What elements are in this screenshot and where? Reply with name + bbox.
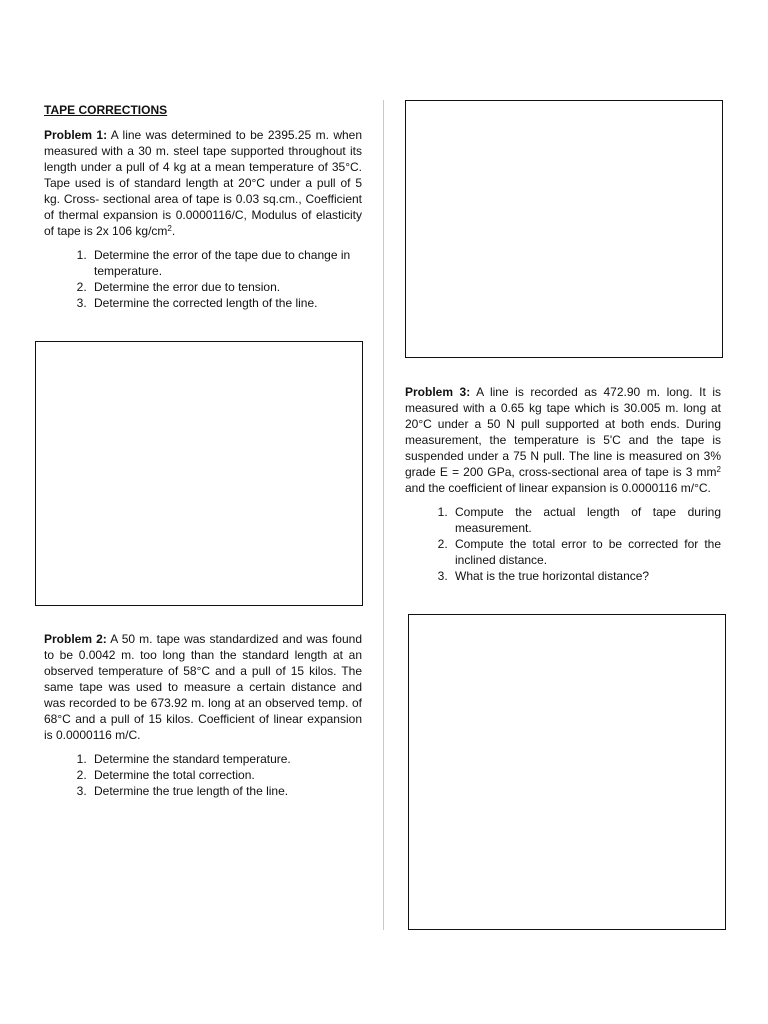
problem-1 [44,127,362,311]
problem-3-tail: and the coefficient of linear expansion is 0.0000116 m/°C. [405,481,711,495]
problem-2 [44,631,362,799]
problem-1-text: A line was determined to be 2395.25 m. when measured with a 30 m. steel tape supported throughout its length under a pull of 4 kg at a mean temperature of 35°C. Tape used is of standard length at 20°C under a pull of 5 kg. Cross- sectional area of tape is 0.03 sq.cm., Coefficient of thermal expansion is 0.0000116/C, Modulus of elasticity of tape is 2x 106 kg/cm [44,128,363,238]
list-item: 2. Determine the total correction. [90,767,362,783]
problem-3-label: Problem 3: [405,385,471,399]
problem-2-statement [44,631,362,743]
answer-box-3[interactable] [408,614,726,930]
list-item: 3. Determine the true length of the line. [90,783,362,799]
list-item: 2. Determine the error due to tension. [90,279,362,295]
list-item: 2. Compute the total error to be corrected for the inclined distance. [451,536,721,568]
problem-2-questions [44,751,362,799]
problem-3 [405,384,721,584]
problem-1-questions [44,247,362,311]
problem-3-text: A line is recorded as 472.90 m. long. It is measured with a 0.65 kg tape which is 30.005 m. long at 20°C under a 50 N pull supported at both ends. During measurement, the temperature is 5'C and the tape is suspended under a 75 N pull. The line is measured on 3% grade E = 200 GPa, cross-sectional area of tape is 3 mm [405,385,721,479]
answer-box-2[interactable] [405,100,723,358]
problem-1-label: Problem 1: [44,128,108,142]
problem-1-sup: 2 [167,224,172,233]
problem-3-statement [405,384,721,496]
problem-3-sup: 2 [716,465,721,474]
problem-1-tail: . [171,224,176,238]
answer-box-1[interactable] [35,341,363,606]
list-item: 1. Compute the actual length of tape during measurement. [451,504,721,536]
problem-3-questions [405,504,721,584]
list-item: 3. Determine the corrected length of the line. [90,295,362,311]
page-title: TAPE CORRECTIONS [44,103,168,117]
list-item: 3. What is the true horizontal distance? [451,568,721,584]
column-divider [383,100,384,930]
list-item: 1. Determine the standard temperature. [90,751,362,767]
problem-2-label: Problem 2: [44,632,107,646]
problem-1-statement [44,127,362,239]
problem-2-text: A 50 m. tape was standardized and was found to be 0.0042 m. too long than the standard length at an observed temperature of 58°C and a pull of 15 kilos. The same tape was used to measure a certain distance and was recorded to be 673.92 m. long at an observed temp. of 68°C and a pull of 15 kilos. Coefficient of linear expansion is 0.0000116 m/C. [44,632,362,742]
list-item: 1. Determine the error of the tape due to change in temperature. [90,247,362,279]
